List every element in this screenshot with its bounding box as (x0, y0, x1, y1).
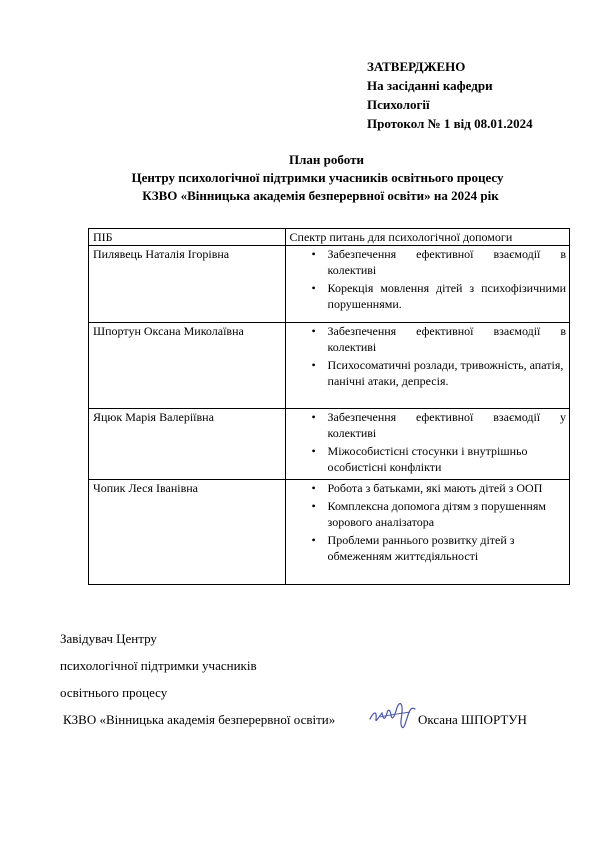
topic-text: Міжособистісні стосунки і внутрішньо особистісні конфлікти (327, 444, 528, 474)
approval-heading: ЗАТВЕРДЖЕНО (367, 59, 466, 74)
approval-meeting: На засіданні кафедри (367, 78, 493, 93)
column-header-topics: Спектр питань для психологічної допомоги (285, 229, 569, 246)
list-item (290, 246, 566, 278)
topics-list (290, 323, 566, 393)
list-item (290, 323, 566, 355)
topic-text: Забезпечення ефективної взаємодії у колективі (327, 410, 566, 440)
document-title (0, 151, 613, 205)
work-plan-table (88, 228, 570, 585)
bullet-icon: • (311, 324, 316, 338)
specialist-name: Пилявець Наталія Ігорівна (89, 246, 286, 323)
bullet-icon: • (311, 444, 316, 458)
topic-text: Забезпечення ефективної взаємодії в колективі (327, 324, 566, 354)
bullet-icon: • (311, 499, 316, 513)
list-item (290, 480, 566, 496)
title-line-1: План роботи (289, 152, 364, 167)
topics-list (290, 246, 566, 316)
list-item (290, 409, 566, 441)
handwritten-signature-icon (368, 697, 418, 731)
bullet-icon: • (311, 410, 316, 424)
bullet-icon: • (311, 247, 316, 261)
table-row (89, 323, 570, 409)
specialist-name: Чопик Леся Іванівна (89, 480, 286, 585)
topic-text: Психосоматичні розлади, тривожність, апатія, панічні атаки, депресія. (327, 358, 564, 388)
signer-institution: КЗВО «Вінницька академія безперервної освіти» (63, 712, 336, 727)
list-item (290, 357, 566, 389)
bullet-icon: • (311, 533, 316, 547)
bullet-icon: • (311, 481, 316, 495)
list-item (290, 532, 566, 564)
topic-text: Робота з батьками, які мають дітей з ООП (327, 481, 543, 495)
topics-cell (285, 246, 569, 323)
list-item (290, 498, 566, 530)
signer-name: Оксана ШПОРТУН (418, 712, 527, 727)
topics-list (290, 409, 566, 479)
approval-protocol: Протокол № 1 від 08.01.2024 (367, 116, 533, 131)
signature-block (60, 630, 527, 738)
bullet-icon: • (311, 358, 316, 372)
topics-cell (285, 323, 569, 409)
title-line-3: КЗВО «Вінницька академія безперервної освіти» на 2024 рік (142, 188, 499, 203)
column-header-name: ПІБ (89, 229, 286, 246)
topics-list (290, 480, 566, 568)
specialist-name: Яцюк Марія Валеріївна (89, 409, 286, 480)
signer-position-line-1: Завідувач Центру (60, 631, 157, 646)
approval-department: Психології (367, 97, 430, 112)
approval-stamp (367, 57, 533, 133)
topic-text: Комплексна допомога дітям з порушенням зорового аналізатора (327, 499, 546, 529)
topic-text: Корекція мовлення дітей з психофізичними порушеннями. (327, 281, 566, 311)
table-header-row (89, 229, 570, 246)
topic-text: Забезпечення ефективної взаємодії в колективі (327, 247, 566, 277)
list-item (290, 443, 566, 475)
table-row (89, 246, 570, 323)
topic-text: Проблеми раннього розвитку дітей з обмеженням життєдіяльності (327, 533, 515, 563)
title-line-2: Центру психологічної підтримки учасників освітнього процесу (131, 170, 504, 185)
topics-cell (285, 480, 569, 585)
signer-position-line-3: освітнього процесу (60, 685, 168, 700)
table-row (89, 409, 570, 480)
table-row (89, 480, 570, 585)
list-item (290, 280, 566, 312)
specialist-name: Шпортун Оксана Миколаївна (89, 323, 286, 409)
topics-cell (285, 409, 569, 480)
signer-position-line-2: психологічної підтримки учасників (60, 658, 257, 673)
signer-institution-line (60, 711, 527, 738)
bullet-icon: • (311, 281, 316, 295)
